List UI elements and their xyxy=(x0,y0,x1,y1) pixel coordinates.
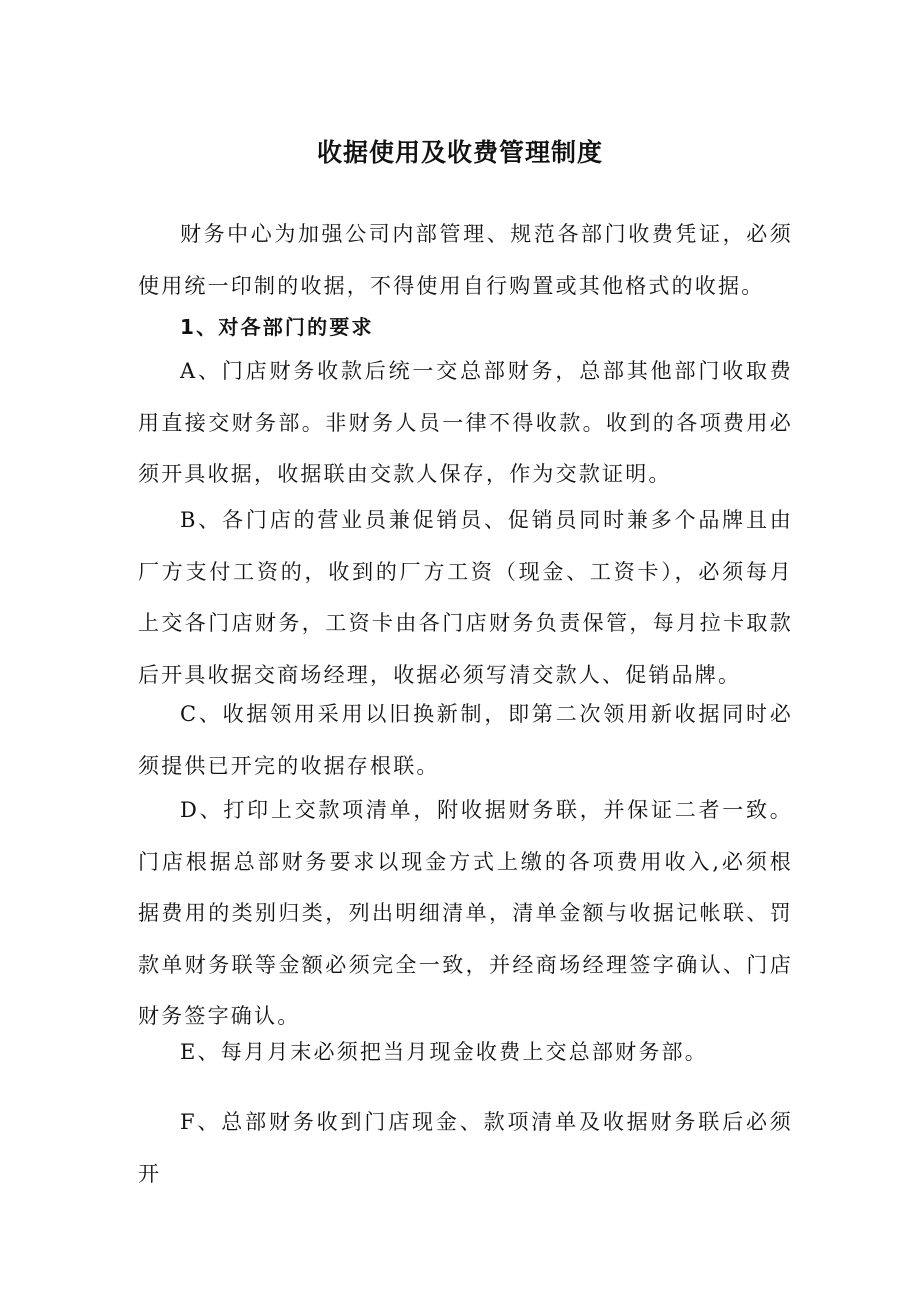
item-f-paragraph: F、总部财务收到门店现金、款项清单及收据财务联后必须开 xyxy=(138,1110,793,1186)
item-c-paragraph: C、收据领用采用以旧换新制，即第二次领用新收据同时必须提供已开完的收据存根联。 xyxy=(138,702,793,778)
item-e-paragraph: E、每月月末必须把当月现金收费上交总部财务部。 xyxy=(180,1040,708,1064)
item-a-paragraph: A、门店财务收款后统一交总部财务，总部其他部门收取费用直接交财务部。非财务人员一律不得收款。收到的各项费用必须开具收据，收据联由交款人保存，作为交款证明。 xyxy=(138,359,793,487)
intro-paragraph: 财务中心为加强公司内部管理、规范各部门收费凭证，必须使用统一印制的收据，不得使用自行购置或其他格式的收据。 xyxy=(138,222,793,298)
section-heading: 1、对各部门的要求 xyxy=(180,315,374,339)
document-title: 收据使用及收费管理制度 xyxy=(316,138,603,167)
item-b-paragraph: B、各门店的营业员兼促销员、促销员同时兼多个品牌且由厂方支付工资的，收到的厂方工资（现金、工资卡），必须每月上交各门店财务，工资卡由各门店财务负责保管，每月拉卡取款后开具收据交商场经理，收据必须写清交款人、促销品牌。 xyxy=(138,508,793,687)
item-d-paragraph: D、打印上交款项清单，附收据财务联，并保证二者一致。门店根据总部财务要求以现金方式上缴的各项费用收入,必须根据费用的类别归类，列出明细清单，清单金额与收据记帐联、罚款单财务联等金额必须完全一致，并经商场经理签字确认、门店财务签字确认。 xyxy=(138,798,793,1029)
